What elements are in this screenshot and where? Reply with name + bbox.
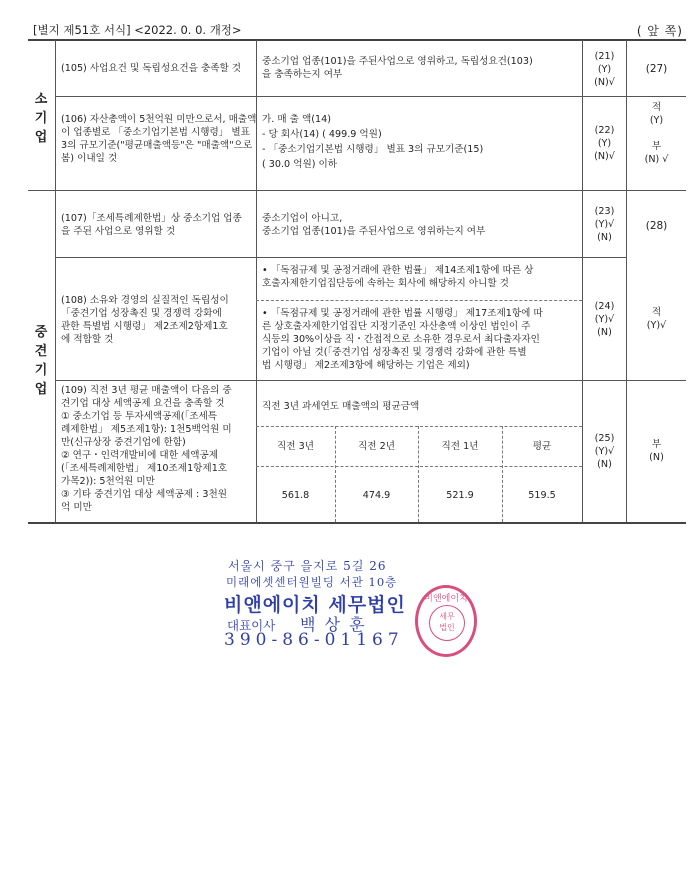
row-divider bbox=[55, 380, 686, 381]
dashed-divider bbox=[256, 300, 582, 301]
code-28: (28) bbox=[645, 220, 668, 232]
req-106: (106) 자산총액이 5천억원 미만으로서, 매출액 이 업종별로 「중소기업기본법 시행령」 별표 3의 규모기준("평균매출액등"은 "매출액"으로 봄) 이내일 것 bbox=[61, 114, 257, 164]
row-divider bbox=[55, 96, 686, 97]
stamp-address-line1: 서울시 중구 을지로 5길 26 bbox=[228, 559, 387, 573]
form-title: [별지 제51호 서식] <2022. 0. 0. 개정> bbox=[33, 23, 242, 37]
sales-header-y2: 직전 2년 bbox=[358, 441, 395, 452]
stamp-ceo-name: 백 상 훈 bbox=[300, 615, 367, 634]
code-24: (24) (Y)√ (N) bbox=[594, 301, 615, 338]
code-25: (25) (Y)√ (N) bbox=[594, 433, 615, 470]
req-105: (105) 사업요건 및 독립성요건을 충족할 것 bbox=[61, 63, 242, 74]
section-divider bbox=[28, 190, 686, 191]
req-107: (107)「조세특례제한법」상 중소기업 업종 을 주된 사업으로 영위할 것 bbox=[61, 213, 242, 237]
company-seal bbox=[415, 585, 477, 657]
sales-header-y3: 직전 3년 bbox=[277, 441, 314, 452]
section-medium-business: 중 견 기 업 bbox=[34, 325, 48, 397]
stamp-business-number: 390-86-01167 bbox=[224, 630, 404, 650]
divider bbox=[55, 40, 56, 522]
sales-value-avg: 519.5 bbox=[528, 490, 556, 501]
stamp-ceo-label: 대표이사 bbox=[227, 618, 276, 633]
medium-result-yesno-a: 적 (Y)√ bbox=[646, 307, 667, 331]
content-107: 중소기업이 아니고, 중소기업 업종(101)을 주된사업으로 영위하는지 여부 bbox=[262, 213, 486, 237]
sales-table-mid bbox=[256, 466, 582, 467]
section-small-business: 소 기 업 bbox=[34, 92, 48, 145]
sales-header-y1: 직전 1년 bbox=[441, 441, 479, 452]
req-108: (108) 소유와 경영의 실질적인 독립성이 「중견기업 성장촉진 및 경쟁력 강화에 관한 특별법 시행령」 제2조제2항제1호 에 적합할 것 bbox=[61, 295, 229, 345]
seal-outer-text: 비앤에이치 bbox=[424, 594, 468, 604]
sales-value-y3: 561.8 bbox=[281, 490, 310, 501]
req-109: (109) 직전 3년 평균 매출액이 다음의 중 견기업 대상 세액공제 요건을 충족할 것 ① 중소기업 등 투자세액공제(「조세특 례제한법」 제5조제1항): 1천5백억원 미 만(신규상장 중견기업에 한함) ② 연구・인력개발비에 대한 세액공제 (「조세특례제한법」 제10조제1항제1호 가목2)): 5천억원 미만 ③ 기타 중견기업 대상 세액공제 : 3천원 억 미만 bbox=[61, 385, 232, 513]
sales-value-y2: 474.9 bbox=[362, 490, 391, 501]
code-23: (23) (Y)√ (N) bbox=[594, 206, 615, 243]
stamp-address-line2: 미래에셋센터원빌딩 서관 10층 bbox=[226, 575, 398, 589]
sales-table-top bbox=[256, 426, 582, 427]
table-bottom-border bbox=[28, 522, 686, 524]
table-top-border bbox=[28, 39, 686, 41]
sales-value-y1: 521.9 bbox=[446, 490, 474, 501]
content-105: 중소기업 업종(101)을 주된사업으로 영위하고, 독립성요건(103) 을 충족하는지 여부 bbox=[262, 56, 533, 80]
seal-inner-text: 세무 법인 bbox=[429, 605, 465, 641]
small-result-yesno: 적 (Y) 부 (N) √ bbox=[644, 102, 669, 165]
content-108-a: • 「독점규제 및 공정거래에 관한 법률」 제14조제1항에 따른 상 호출자제한기업집단등에 속하는 회사에 해당하지 아니할 것 bbox=[262, 265, 534, 289]
medium-result-yesno-b: 부 (N) bbox=[649, 439, 664, 463]
code-21: (21) (Y) (N)√ bbox=[594, 51, 615, 88]
content-108-b: • 「독점규제 및 공정거래에 관한 법률 시행령」 제17조제1항에 따 른 상호출자제한기업집단 지정기준인 자산총액 이상인 법인이 주 식등의 30%이상을 직・간접적으로 소유한 경우로서 최다출자자인 기업이 아닐 것(「중견기업 성장촉진 및 경쟁력 강화에 관한 특별 법 시행령」 제2조제3항에 해당하는 기업은 제외) bbox=[262, 308, 543, 371]
row-divider bbox=[55, 257, 626, 258]
code-22: (22) (Y) (N)√ bbox=[594, 125, 615, 162]
content-106: 가. 매 출 액(14) - 당 회사(14) ( 499.9 억원) - 「중소기업기본법 시행령」 별표 3의 규모기준(15) ( 30.0 억원) 이하 bbox=[262, 114, 484, 170]
page-side-label: ( 앞 쪽) bbox=[636, 24, 683, 38]
content-109-title: 직전 3년 과세연도 매출액의 평균금액 bbox=[262, 401, 420, 412]
code-27: (27) bbox=[645, 63, 668, 75]
sales-header-avg: 평균 bbox=[532, 441, 552, 452]
stamp-firm-name: 비앤에이치 세무법인 bbox=[224, 594, 406, 616]
